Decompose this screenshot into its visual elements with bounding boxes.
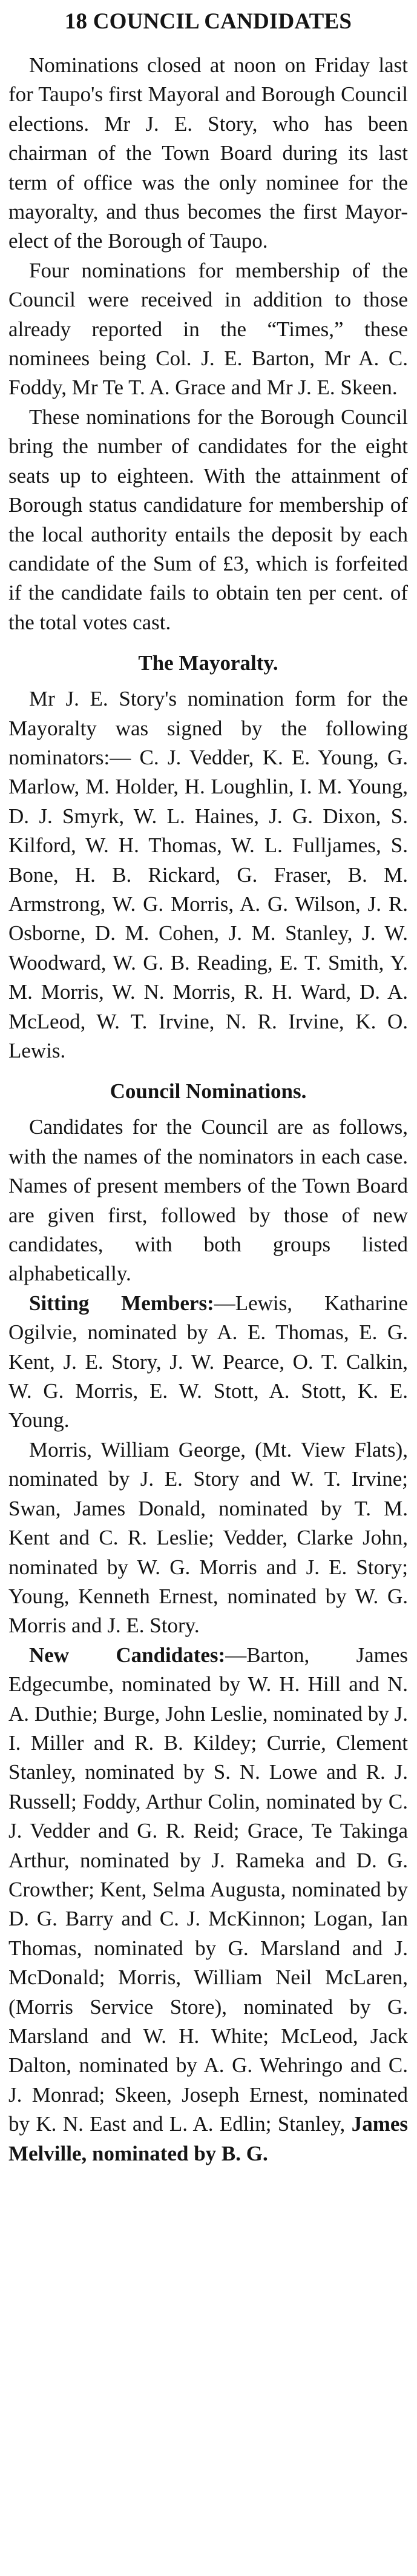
new-candidates-text-bold: James Melville, nominated by B. G. — [8, 2112, 408, 2165]
intro-paragraph-3: These nominations for the Borough Council bring the number of candidates for the eight seats up to eighteen. With the attainment of Borough status candidature for membership of the local authority entails the deposit by each candidate of the Sum of £3, which is forfeited if the candidate fails to obtain ten per cent. of the total votes cast. — [8, 405, 408, 634]
mayoralty-paragraph: Mr J. E. Story's nomination form for the Mayoralty was signed by the following nominators:— C. J. Vedder, K. E. Young, G. Marlow, M. Holder, H. Loughlin, I. M. Young, D. J. Smyrk, W. L. Haines, J. G. Dixon, S. Kilford, W. H. Thomas, W. L. Fulljames, S. Bone, H. B. Rickard, G. Fraser, B. M. Armstrong, W. G. Morris, A. G. Wilson, J. R. Osborne, D. M. Cohen, J. M. Stanley, J. W. Woodward, W. G. B. Reading, E. T. Smith, Y. M. Morris, W. N. Morris, R. H. Ward, D. A. McLeod, W. T. Irvine, N. R. Irvine, K. O. Lewis. — [8, 687, 408, 1062]
council-intro: Candidates for the Council are as follows, with the names of the nominators in each case. Names of present members of the Town Board are given first, followed by those of new candidates, with both groups listed alphabetically. — [8, 1115, 408, 1286]
sitting-members-paragraph-2: Morris, William George, (Mt. View Flats), nominated by J. E. Story and W. T. Irvine; Swan, James Donald, nominated by T. M. Kent and C. R. Leslie; Vedder, Clarke John, nominated by W. G. Morris and J. E. Story; Young, Kenneth Ernest, nominated by W. G. Morris and J. E. Story. — [8, 1437, 408, 1638]
sitting-members-text: —Lewis, Katharine Ogilvie, nominated by A. E. Thomas, E. G. Kent, J. E. Story, J. W. Pearce, O. T. Calkin, W. G. Morris, E. W. Stott, A. Stott, K. E. Young. — [8, 1291, 408, 1432]
sitting-members-label: Sitting Members: — [29, 1291, 214, 1315]
article — [8, 0, 408, 2168]
mayoralty-heading: The Mayoralty. — [138, 651, 278, 675]
headline: 18 COUNCIL CANDIDATES — [64, 9, 352, 34]
intro-paragraph-2: Four nominations for membership of the Council were received in addition to those already reported in the “Times,” these nominees being Col. J. E. Barton, Mr A. C. Foddy, Mr Te T. A. Grace and Mr J. E. Skeen. — [8, 258, 408, 400]
new-candidates-paragraph — [8, 1641, 408, 2168]
new-candidates-label: New Candidates: — [29, 1643, 226, 1667]
sitting-members-paragraph — [8, 1289, 408, 1435]
intro-paragraph-1: Nominations closed at noon on Friday last for Taupo's first Mayoral and Borough Council elections. Mr J. E. Story, who has been chairman of the Town Board during its last term of office was the only nominee for the mayoralty, and thus becomes the first Mayor-elect of the Borough of Taupo. — [8, 53, 408, 253]
new-candidates-text: —Barton, James Edgecumbe, nominated by W. H. Hill and N. A. Duthie; Burge, John Leslie, nominated by J. I. Miller and R. B. Kildey; Currie, Clement Stanley, nominated by S. N. Lowe and R. J. Russell; Foddy, Arthur Colin, nominated by C. J. Vedder and G. R. Reid; Grace, Te Takinga Arthur, nominated by J. Rameka and D. G. Crowther; Kent, Selma Augusta, nominated by D. G. Barry and C. J. McKinnon; Logan, Ian Thomas, nominated by G. Marsland and J. McDonald; Morris, William Neil McLaren, (Morris Service Store), nominated by G. Marsland and W. H. White; McLeod, Jack Dalton, nominated by A. G. Wehringo and C. J. Monrad; Skeen, Joseph Ernest, nominated by K. N. East and L. A. Edlin; Stanley, — [8, 1643, 408, 2136]
council-heading: Council Nominations. — [110, 1079, 307, 1104]
